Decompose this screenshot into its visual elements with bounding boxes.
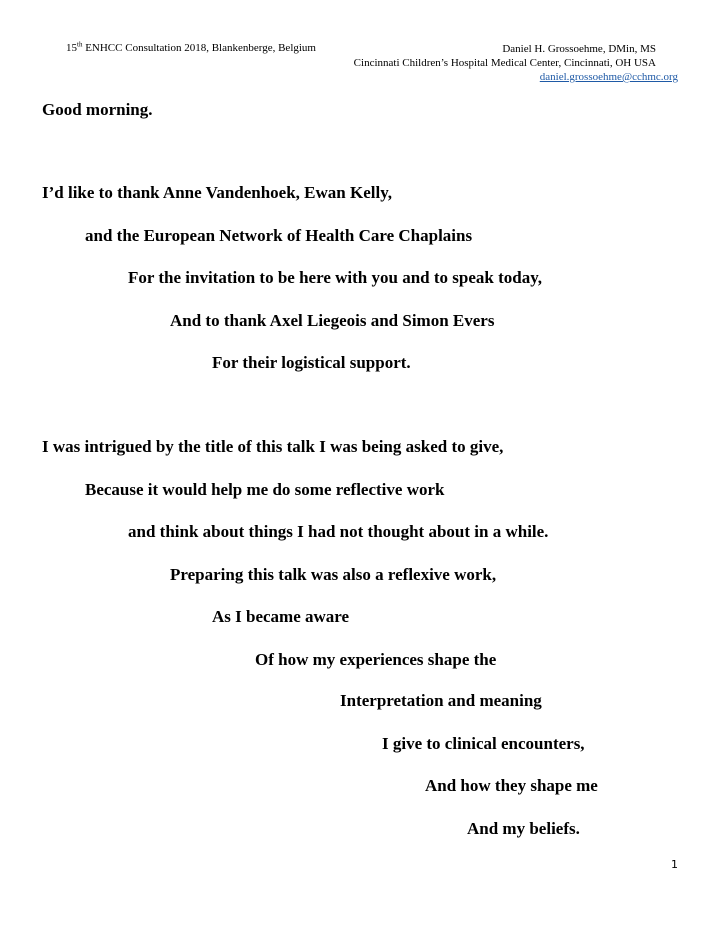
speech-line-2: I’d like to thank Anne Vandenhoek, Ewan Kelly,: [42, 183, 393, 202]
speech-line-3: and the European Network of Health Care Chaplains: [85, 226, 473, 245]
speech-line-7: I was intrigued by the title of this talk I was being asked to give,: [42, 437, 504, 456]
speech-line-12: Of how my experiences shape the: [255, 650, 497, 669]
speech-line-1: Good morning.: [42, 100, 153, 119]
header-event-ordinal: th: [77, 40, 83, 49]
speech-line-16: And my beliefs.: [467, 819, 580, 838]
header-email-link[interactable]: daniel.grossoehme@cchmc.org: [539, 71, 678, 83]
header-event-number: 15: [66, 42, 77, 54]
speech-line-5: And to thank Axel Liegeois and Simon Evers: [170, 311, 495, 330]
speech-line-4: For the invitation to be here with you and to speak today,: [128, 268, 543, 287]
speech-line-10: Preparing this talk was also a reflexive work,: [170, 565, 497, 584]
speech-line-11: As I became aware: [212, 607, 350, 626]
header-author: Daniel H. Grossoehme, DMin, MS: [502, 43, 656, 55]
speech-line-9: and think about things I had not thought about in a while.: [128, 522, 549, 541]
header-author-block: [258, 42, 678, 84]
speech-line-14: I give to clinical encounters,: [382, 734, 585, 753]
speech-line-8: Because it would help me do some reflective work: [85, 480, 445, 499]
page-number: 1: [671, 858, 678, 871]
speech-line-13: Interpretation and meaning: [340, 691, 542, 710]
speech-line-15: And how they shape me: [425, 776, 598, 795]
speech-line-6: For their logistical support.: [212, 353, 411, 372]
header-institution: Cincinnati Children’s Hospital Medical Center, Cincinnati, OH USA: [353, 57, 656, 69]
header-event-text: ENHCC Consultation 2018, Blankenberge, Belgium: [82, 42, 316, 54]
